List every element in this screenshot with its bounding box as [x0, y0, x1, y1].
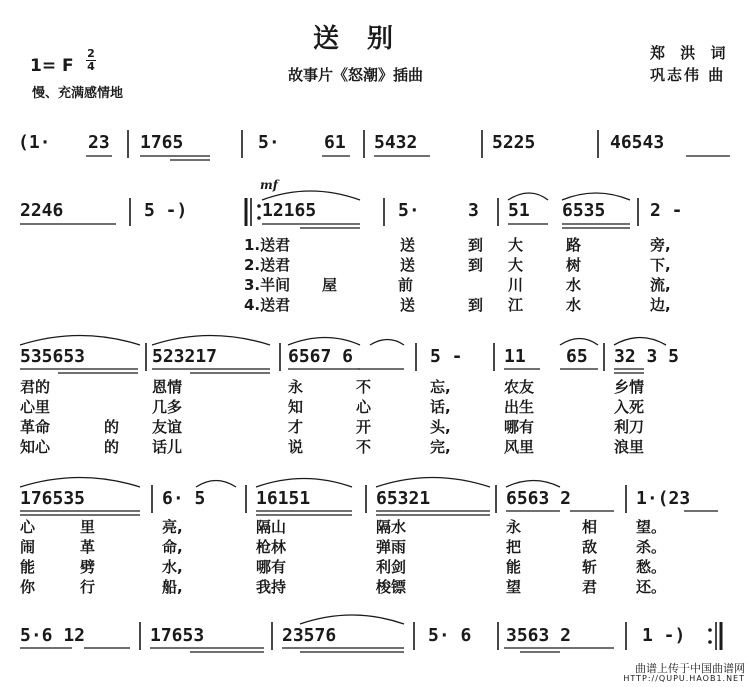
measure-notes: 5432 — [374, 132, 418, 153]
lyric-b3-3: 才 — [288, 418, 304, 436]
lyric-c1-0: 心 — [20, 518, 36, 536]
lyric-v3-0: 3.半间 — [244, 276, 291, 294]
lyric-c3-7: 愁。 — [636, 558, 667, 576]
measure-notes: 65321 — [376, 488, 431, 509]
measure-notes: 23576 — [282, 625, 337, 646]
lyric-v4-5: 边, — [650, 296, 671, 314]
measure-notes: 1 -) — [642, 625, 686, 646]
lyric-v4-1: 送 — [400, 296, 416, 314]
lyric-c4-2: 船, — [162, 578, 183, 596]
dynamic-marking: mf — [260, 178, 278, 192]
lyric-v4-4: 水 — [566, 296, 582, 314]
lyric-v2-4: 树 — [566, 256, 582, 274]
measure-notes: 2 - — [650, 200, 683, 221]
measure-notes: 12165 — [262, 200, 317, 221]
lyric-b1-2: 永 — [288, 378, 304, 396]
measure-notes: 17653 — [150, 625, 205, 646]
measure-notes: 1765 — [140, 132, 184, 153]
lyric-c4-6: 君 — [582, 578, 598, 596]
watermark-url: HTTP://QUPU.HAOB1.NET — [623, 674, 745, 683]
lyric-v1-4: 路 — [566, 236, 582, 254]
measure-notes: 5· — [398, 200, 420, 221]
lyric-v3-5: 流, — [650, 276, 671, 294]
lyric-b2-4: 话, — [430, 398, 451, 416]
composer-credit: 巩志伟 曲 — [650, 66, 726, 84]
measure-notes: 6567 6 — [288, 346, 354, 367]
lyric-c2-0: 闹 — [20, 538, 36, 556]
lyric-c3-3: 哪有 — [256, 558, 287, 576]
measure-notes: 5· — [258, 132, 280, 153]
lyric-b1-4: 忘, — [430, 378, 451, 396]
lyric-v2-0: 2.送君 — [244, 256, 291, 274]
lyric-c2-1: 革 — [80, 538, 96, 556]
measure-notes: 32 3 5 — [614, 346, 680, 367]
measure-notes: 23 — [88, 132, 110, 153]
lyric-v2-1: 送 — [400, 256, 416, 274]
lyric-b3-4: 开 — [356, 418, 372, 436]
lyric-b1-3: 不 — [356, 378, 372, 396]
lyric-v3-4: 水 — [566, 276, 582, 294]
lyric-c1-6: 相 — [582, 518, 598, 536]
song-title: 送别 — [313, 24, 422, 54]
lyric-b3-0: 革命 — [20, 418, 51, 436]
measure-notes: 3 — [468, 200, 479, 221]
measure-notes: 11 — [504, 346, 526, 367]
lyric-b2-0: 心里 — [20, 398, 51, 416]
lyric-v4-3: 江 — [508, 296, 524, 314]
lyric-c1-5: 永 — [506, 518, 522, 536]
lyric-v3-1: 屋 — [322, 276, 338, 294]
lyricist-credit: 郑 洪 词 — [650, 44, 731, 62]
lyric-c4-0: 你 — [20, 578, 36, 596]
lyric-v3-3: 川 — [508, 276, 524, 294]
lyric-v4-2: 到 — [468, 296, 484, 314]
measure-notes: 535653 — [20, 346, 86, 367]
lyric-v2-2: 到 — [468, 256, 484, 274]
measure-notes: 6563 2 — [506, 488, 572, 509]
lyric-b2-6: 入死 — [614, 398, 645, 416]
lyric-v1-5: 旁, — [650, 236, 671, 254]
watermark-text: 曲谱上传于中国曲谱网 — [635, 662, 745, 675]
lyric-v2-5: 下, — [650, 256, 671, 274]
lyric-v1-2: 到 — [468, 236, 484, 254]
lyric-c3-6: 斩 — [582, 558, 598, 576]
lyric-b1-1: 恩情 — [152, 378, 183, 396]
lyric-b4-5: 完, — [430, 438, 451, 456]
lyric-v4-0: 4.送君 — [244, 296, 291, 314]
measure-notes: 1·(23 — [636, 488, 691, 509]
lyric-b2-2: 知 — [288, 398, 304, 416]
measure-notes: 65 — [566, 346, 588, 367]
measure-notes: 5 - — [430, 346, 463, 367]
lyric-b4-1: 的 — [104, 438, 120, 456]
lyric-c4-5: 望 — [506, 578, 522, 596]
measure-intro: (1· — [18, 132, 51, 153]
lyric-c2-3: 枪林 — [256, 538, 287, 556]
lyric-c3-4: 利剑 — [376, 558, 407, 576]
tempo-marking: 慢、充满感情地 — [32, 86, 124, 101]
measure-notes: 5 -) — [144, 200, 188, 221]
lyric-b1-5: 农友 — [504, 378, 535, 396]
lyric-b4-4: 不 — [356, 438, 372, 456]
lyric-b4-3: 说 — [288, 438, 304, 456]
lyric-b3-5: 头, — [430, 418, 451, 436]
measure-notes: 5·6 12 — [20, 625, 86, 646]
measure-notes: 3563 2 — [506, 625, 572, 646]
lyric-c1-4: 隔水 — [376, 518, 407, 536]
lyric-c1-2: 亮, — [162, 518, 183, 536]
key-signature: 1= F — [30, 56, 74, 76]
lyric-b4-7: 浪里 — [614, 438, 645, 456]
lyric-b1-0: 君的 — [20, 378, 51, 396]
song-subtitle: 故事片《怒潮》插曲 — [288, 66, 424, 84]
lyric-b3-7: 利刀 — [614, 418, 645, 436]
lyric-v1-0: 1.送君 — [244, 236, 291, 254]
lyric-v1-1: 送 — [400, 236, 416, 254]
lyric-v3-2: 前 — [398, 276, 414, 294]
lyric-c4-4: 梭镖 — [376, 578, 407, 596]
measure-notes: 6· 5 — [162, 488, 206, 509]
lyric-c1-1: 里 — [80, 518, 96, 536]
lyric-c3-1: 劈 — [80, 558, 96, 576]
lyric-c1-3: 隔山 — [256, 518, 287, 536]
lyric-c4-1: 行 — [80, 578, 96, 596]
lyric-b3-2: 友谊 — [152, 418, 183, 436]
lyric-b1-6: 乡情 — [614, 378, 645, 396]
lyric-c3-0: 能 — [20, 558, 36, 576]
measure-notes: 176535 — [20, 488, 86, 509]
lyric-c2-4: 弹雨 — [376, 538, 407, 556]
lyric-c1-7: 望。 — [636, 518, 667, 536]
lyric-c2-6: 敌 — [582, 538, 598, 556]
lyric-b3-6: 哪有 — [504, 418, 535, 436]
lyric-b3-1: 的 — [104, 418, 120, 436]
measure-notes: 2246 — [20, 200, 64, 221]
measure-notes: 5225 — [492, 132, 536, 153]
lyric-v2-3: 大 — [508, 256, 524, 274]
measure-notes: 523217 — [152, 346, 218, 367]
lyric-c3-5: 能 — [506, 558, 522, 576]
lyric-c3-2: 水, — [162, 558, 183, 576]
lyric-b4-0: 知心 — [20, 438, 51, 456]
lyric-b2-3: 心 — [356, 398, 372, 416]
measure-notes: 5· 6 — [428, 625, 472, 646]
lyric-v1-3: 大 — [508, 236, 524, 254]
lyric-c2-7: 杀。 — [636, 538, 667, 556]
measure-notes: 6535 — [562, 200, 606, 221]
lyric-c4-3: 我持 — [256, 578, 287, 596]
time-signature-top: 2 — [87, 47, 95, 60]
measure-notes: 51 — [508, 200, 530, 221]
lyric-b2-5: 出生 — [504, 398, 535, 416]
lyric-c2-5: 把 — [506, 538, 522, 556]
lyric-c2-2: 命, — [162, 538, 183, 556]
lyric-b4-6: 风里 — [504, 438, 535, 456]
measure-notes: 61 — [324, 132, 346, 153]
measure-notes: 46543 — [610, 132, 665, 153]
lyric-b2-1: 几多 — [152, 398, 183, 416]
lyric-b4-2: 话儿 — [152, 438, 183, 456]
measure-notes: 16151 — [256, 488, 311, 509]
lyric-c4-7: 还。 — [636, 578, 667, 596]
time-signature-bottom: 4 — [87, 60, 95, 73]
